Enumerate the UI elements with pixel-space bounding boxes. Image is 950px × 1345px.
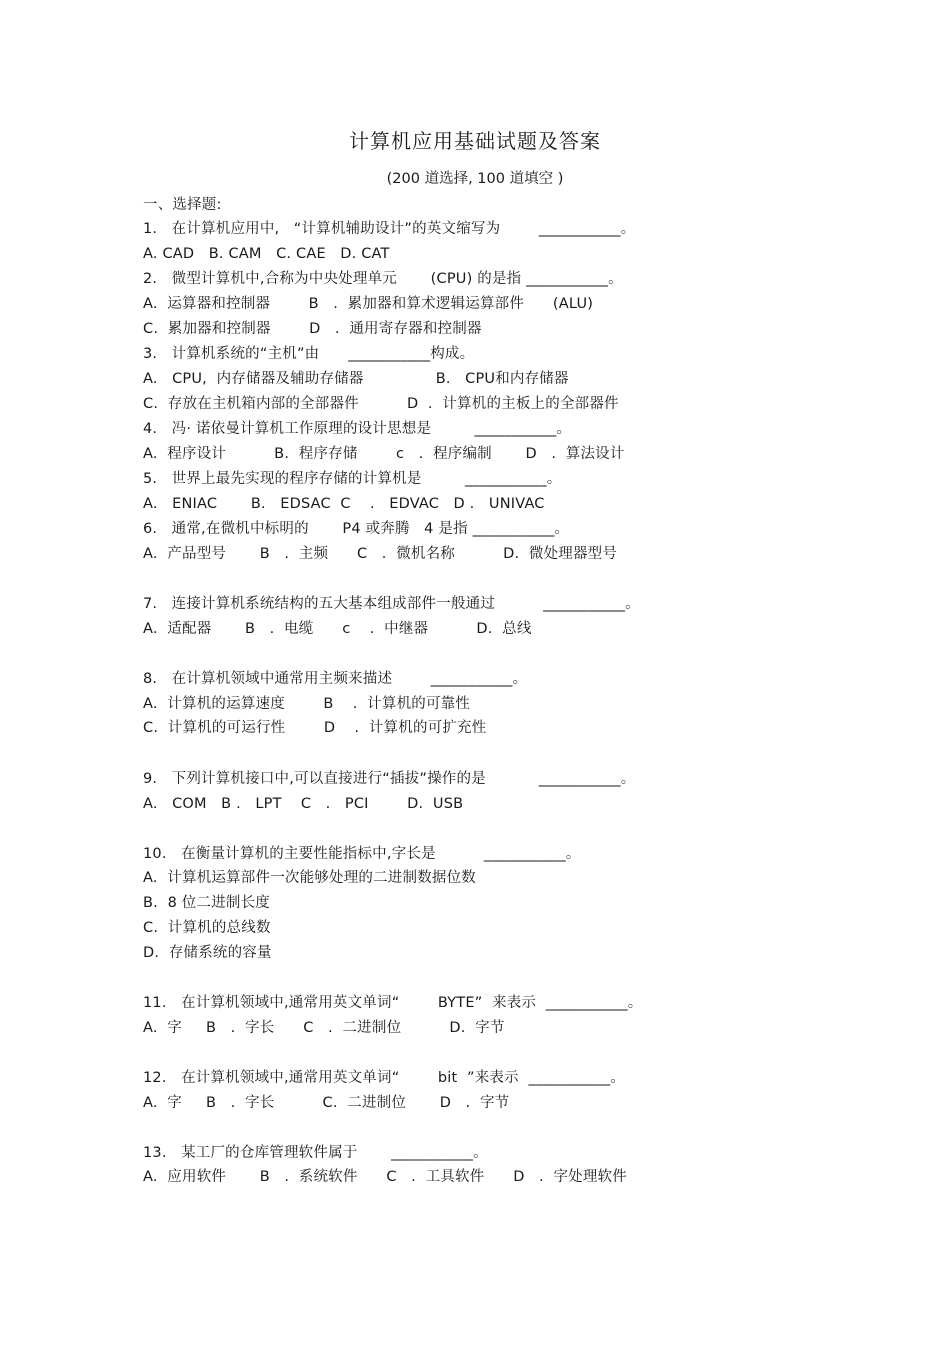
question-11-options: A. 字 B . 字长 C . 二进制位 D. 字节	[143, 1020, 505, 1036]
question-10-option-a: A. 计算机运算部件一次能够处理的二进制数据位数	[143, 870, 476, 886]
question-12-options: A. 字 B . 字长 C. 二进制位 D . 字节	[143, 1095, 510, 1111]
question-2-options-cd: C. 累加器和控制器 D . 通用寄存器和控制器	[143, 321, 482, 337]
question-7: 7. 连接计算机系统结构的五大基本组成部件一般通过 ___________。	[143, 596, 640, 612]
question-2: 2. 微型计算机中,合称为中央处理单元 (CPU) 的是指 ___________。	[143, 271, 623, 287]
question-9-options: A. COM B . LPT C . PCI D. USB	[143, 796, 464, 812]
question-12: 12. 在计算机领域中,通常用英文单词“ bit ”来表示 ___________。	[143, 1070, 626, 1086]
section-heading: 一、选择题:	[143, 197, 222, 213]
question-5: 5. 世界上最先实现的程序存储的计算机是 ___________。	[143, 471, 562, 487]
question-2-options-ab: A. 运算器和控制器 B . 累加器和算术逻辑运算部件 (ALU)	[143, 296, 594, 312]
question-8: 8. 在计算机领域中通常用主频来描述 ___________。	[143, 671, 528, 687]
question-6: 6. 通常,在微机中标明的 P4 或奔腾 4 是指 ___________。	[143, 521, 570, 537]
question-8-options-ab: A. 计算机的运算速度 B . 计算机的可靠性	[143, 696, 471, 712]
question-7-options: A. 适配器 B . 电缆 c . 中继器 D. 总线	[143, 621, 532, 637]
question-10-option-b: B. 8 位二进制长度	[143, 895, 271, 911]
question-5-options: A. ENIAC B. EDSAC C . EDVAC D . UNIVAC	[143, 496, 545, 512]
question-3-options-cd: C. 存放在主机箱内部的全部器件 D . 计算机的主板上的全部器件	[143, 396, 619, 412]
question-13-options: A. 应用软件 B . 系统软件 C . 工具软件 D . 字处理软件	[143, 1169, 627, 1185]
question-4-options: A. 程序设计 B. 程序存储 c . 程序编制 D . 算法设计	[143, 446, 625, 462]
question-3-options-ab: A. CPU, 内存储器及辅助存储器 B. CPU和内存储器	[143, 371, 569, 387]
question-6-options: A. 产品型号 B . 主频 C . 微机名称 D. 微处理器型号	[143, 546, 618, 562]
document-title: 计算机应用基础试题及答案	[349, 129, 601, 153]
question-13: 13. 某工厂的仓库管理软件属于 ___________。	[143, 1145, 488, 1161]
question-8-options-cd: C. 计算机的可运行性 D . 计算机的可扩充性	[143, 720, 487, 736]
question-10-option-d: D. 存储系统的容量	[143, 945, 272, 961]
question-11: 11. 在计算机领域中,通常用英文单词“ BYTE” 来表示 ___________。	[143, 995, 643, 1011]
question-9: 9. 下列计算机接口中,可以直接进行“插拔”操作的是 ___________。	[143, 771, 636, 787]
question-3: 3. 计算机系统的“主机”由 ___________构成。	[143, 346, 475, 362]
question-10-option-c: C. 计算机的总线数	[143, 920, 271, 936]
document-subtitle: (200 道选择, 100 道填空 )	[386, 171, 564, 187]
question-10: 10. 在衡量计算机的主要性能指标中,字长是 ___________。	[143, 846, 581, 862]
question-1-options: A. CAD B. CAM C. CAE D. CAT	[143, 246, 390, 262]
question-1: 1. 在计算机应用中, “计算机辅助设计”的英文缩写为 ___________。	[143, 221, 636, 237]
question-4: 4. 冯· 诺依曼计算机工作原理的设计思想是 ___________。	[143, 421, 572, 437]
